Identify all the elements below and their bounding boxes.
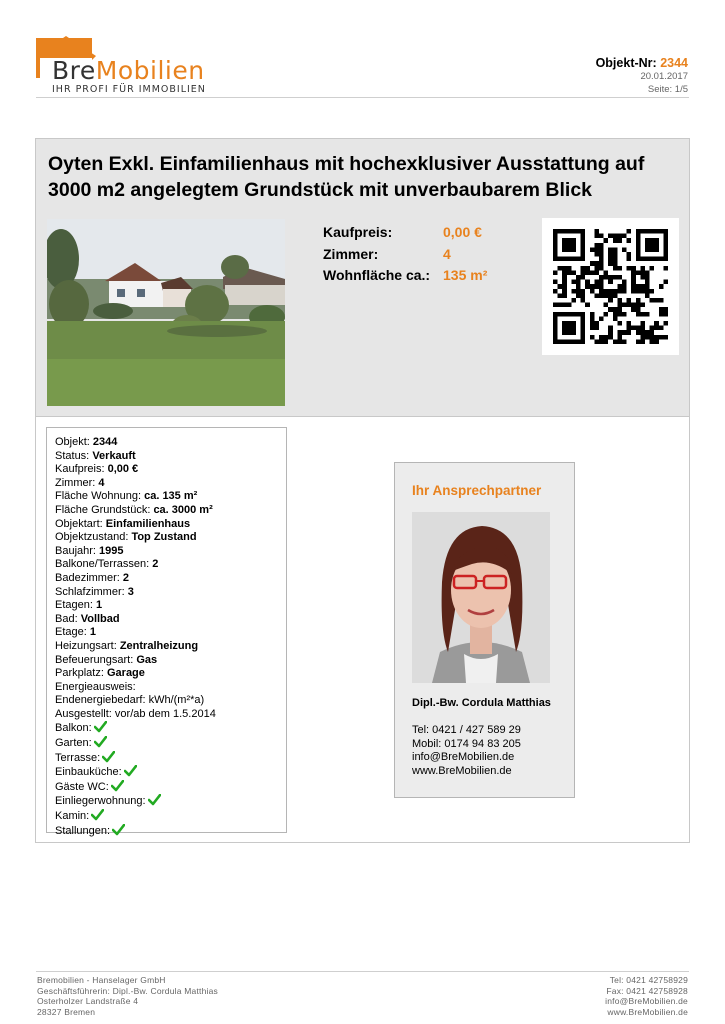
detail-label: Endenergiebedarf: kWh/(m²*a): [55, 694, 205, 707]
detail-label: Objektzustand:: [55, 531, 129, 544]
detail-row: [55, 626, 278, 640]
feature-label: Balkon:: [55, 722, 92, 735]
detail-row: [55, 450, 278, 464]
feature-row: [55, 780, 278, 795]
detail-value: Einfamilienhaus: [105, 517, 191, 530]
detail-label: Status:: [55, 449, 90, 462]
detail-row: [55, 667, 278, 681]
detail-row: [55, 463, 278, 477]
detail-value: Verkauft: [92, 449, 136, 462]
feature-row: [55, 794, 278, 809]
contact-mobile[interactable]: Mobil: 0174 94 83 205: [412, 737, 521, 750]
detail-row: [55, 681, 278, 695]
brand-tagline: IHR PROFI FÜR IMMOBILIEN: [52, 84, 206, 95]
detail-row: [55, 654, 278, 668]
detail-label: Fläche Wohnung:: [55, 490, 142, 503]
detail-row: [55, 572, 278, 586]
detail-value: 2: [152, 558, 159, 571]
detail-row: [55, 436, 278, 450]
feature-label: Einliegerwohnung:: [55, 795, 146, 808]
detail-label: Befeuerungsart:: [55, 653, 134, 666]
detail-row: [55, 477, 278, 491]
detail-label: Balkone/Terrassen:: [55, 558, 150, 571]
feature-label: Terrasse:: [55, 751, 101, 764]
contact-details: [412, 724, 521, 778]
detail-row: [55, 694, 278, 708]
key-facts: [323, 222, 487, 287]
detail-row: [55, 558, 278, 572]
footer-company-info: [37, 975, 218, 1017]
checkmark-icon: [124, 765, 137, 777]
fact-price: Kaufpreis: 0,00 €: [323, 224, 482, 240]
footer-contact-info: [605, 975, 688, 1017]
feature-label: Einbauküche:: [55, 766, 122, 779]
detail-value: 4: [98, 476, 105, 489]
detail-row: [55, 708, 278, 722]
footer-street: Osterholzer Landstraße 4: [37, 996, 139, 1006]
feature-row: [55, 824, 278, 839]
checkmark-icon: [102, 751, 115, 763]
feature-row: [55, 736, 278, 751]
feature-row: [55, 721, 278, 736]
feature-row: [55, 765, 278, 780]
detail-label: Energieausweis:: [55, 680, 136, 693]
detail-row: [55, 490, 278, 504]
object-number: Objekt-Nr: 2344: [595, 56, 688, 70]
detail-value: 2344: [92, 436, 118, 448]
detail-label: Heizungsart:: [55, 639, 117, 652]
feature-label: Gäste WC:: [55, 780, 109, 793]
detail-value: Top Zustand: [131, 531, 197, 544]
detail-label: Badezimmer:: [55, 571, 120, 584]
detail-label: Objekt:: [55, 436, 90, 448]
brand-name: BreMobilien: [52, 56, 205, 85]
detail-value: ca. 3000 m²: [153, 503, 213, 516]
detail-value: 1: [95, 599, 103, 612]
detail-value: Garage: [106, 667, 145, 680]
detail-label: Etage:: [55, 626, 87, 639]
listing-box: [35, 138, 690, 843]
detail-value: 1995: [99, 544, 124, 557]
detail-value: Gas: [136, 653, 158, 666]
detail-label: Kaufpreis:: [55, 463, 105, 476]
detail-value: ca. 135 m²: [144, 490, 198, 503]
detail-row: [55, 518, 278, 532]
document-date: 20.01.2017: [640, 71, 688, 82]
detail-label: Schlafzimmer:: [55, 585, 125, 598]
checkmark-icon: [112, 824, 125, 836]
detail-row: [55, 599, 278, 613]
detail-label: Ausgestellt: vor/ab dem 1.5.2014: [55, 707, 216, 720]
footer-fax: Fax: 0421 42758928: [606, 985, 688, 996]
detail-row: [55, 613, 278, 627]
property-details: [46, 427, 287, 837]
contact-website[interactable]: www.BreMobilien.de: [412, 764, 512, 777]
qr-code: [542, 218, 679, 355]
detail-row: [55, 504, 278, 518]
footer-website[interactable]: www.BreMobilien.de: [607, 1006, 688, 1017]
checkmark-icon: [91, 809, 104, 821]
feature-row: [55, 809, 278, 824]
feature-row: [55, 751, 278, 766]
header-divider: [36, 97, 689, 98]
property-photo: [47, 219, 285, 406]
footer-divider: [36, 971, 689, 972]
detail-row: [55, 545, 278, 559]
detail-label: Fläche Grundstück:: [55, 503, 151, 516]
document-meta: [596, 56, 688, 96]
feature-label: Stallungen:: [55, 824, 111, 837]
contact-phone[interactable]: Tel: 0421 / 427 589 29: [412, 724, 521, 736]
contact-name: Dipl.-Bw. Cordula Matthias: [412, 697, 551, 709]
detail-label: Baujahr:: [55, 544, 96, 557]
checkmark-icon: [148, 794, 161, 806]
footer-tel: Tel: 0421 42758929: [609, 975, 688, 985]
footer-ceo: Geschäftsführerin: Dipl.-Bw. Cordula Matthias: [37, 985, 218, 996]
detail-label: Parkplatz:: [55, 667, 104, 680]
checkmark-icon: [94, 721, 107, 733]
contact-portrait: [412, 512, 550, 683]
contact-email[interactable]: info@BreMobilien.de: [412, 751, 515, 764]
detail-value: 0,00 €: [107, 463, 139, 476]
company-logo: [36, 36, 206, 98]
contact-title: Ihr Ansprechpartner: [412, 483, 542, 498]
detail-label: Bad:: [55, 612, 78, 625]
detail-label: Objektart:: [55, 517, 103, 530]
feature-label: Garten:: [55, 737, 92, 750]
checkmark-icon: [94, 736, 107, 748]
listing-summary: [36, 139, 689, 417]
detail-row: [55, 640, 278, 654]
detail-value: 1: [89, 626, 96, 639]
detail-value: Vollbad: [80, 612, 120, 625]
checkmark-icon: [111, 780, 124, 792]
detail-row: [55, 531, 278, 545]
footer-email[interactable]: info@BreMobilien.de: [605, 996, 688, 1006]
detail-value: 3: [127, 585, 134, 598]
footer-company: Bremobilien - Hanselager GmbH: [37, 975, 166, 985]
detail-value: 2: [122, 571, 129, 584]
page-number: Seite: 1/5: [647, 84, 688, 95]
footer-city: 28327 Bremen: [37, 1006, 96, 1017]
detail-row: [55, 586, 278, 600]
contact-card: [394, 462, 575, 798]
detail-value: Zentralheizung: [119, 639, 199, 652]
fact-living-area: Wohnfläche ca.: 135 m²: [323, 267, 488, 283]
feature-label: Kamin:: [55, 810, 90, 823]
listing-title: Oyten Exkl. Einfamilienhaus mit hochexklusiver Ausstattung auf 3000 m2 angelegtem Grundstück mit unverbaubarem Blick: [48, 153, 645, 201]
detail-label: Etagen:: [55, 599, 93, 612]
fact-rooms: Zimmer: 4: [323, 245, 451, 262]
detail-label: Zimmer:: [55, 476, 96, 489]
